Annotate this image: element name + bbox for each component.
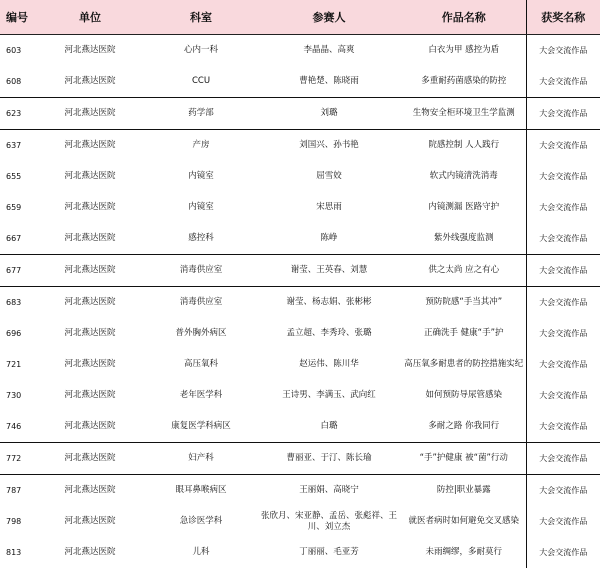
cell-unit: 河北燕达医院 xyxy=(64,390,116,400)
cell-award: 大会交流作品 xyxy=(526,475,600,507)
cell-id: 667 xyxy=(6,234,22,243)
cell-award: 大会交流作品 xyxy=(526,255,600,287)
cell-id: 721 xyxy=(6,360,22,369)
table-body xyxy=(0,35,600,569)
cell-id: 603 xyxy=(6,46,22,55)
table-row xyxy=(0,318,600,349)
header-unit: 单位 xyxy=(34,0,146,35)
header-work: 作品名称 xyxy=(402,0,526,35)
cell-people: 王诗男、李满玉、武向红 xyxy=(282,390,376,400)
cell-dept: 妇产科 xyxy=(146,443,256,475)
cell-unit: 河北燕达医院 xyxy=(64,233,116,243)
cell-award: 大会交流作品 xyxy=(526,411,600,443)
cell-work: 正确洗手 健康“手”护 xyxy=(423,328,504,338)
cell-unit: 河北燕达医院 xyxy=(64,516,116,526)
cell-work: 生物安全柜环境卫生学监测 xyxy=(402,98,526,130)
header-people: 参赛人 xyxy=(256,0,402,35)
cell-dept: 心内一科 xyxy=(183,45,218,55)
cell-unit: 河北燕达医院 xyxy=(64,202,116,212)
cell-dept: 老年医学科 xyxy=(179,390,223,400)
cell-dept: 儿科 xyxy=(192,547,210,557)
cell-work: 供之太尚 应之有心 xyxy=(402,255,526,287)
cell-work: 内镜测漏 医路守护 xyxy=(428,202,500,212)
cell-dept: 消毒供应室 xyxy=(146,287,256,319)
cell-people: 张欣月、宋亚静、孟岳、张彪祥、王川、刘立杰 xyxy=(260,510,397,532)
table-row xyxy=(0,475,600,507)
cell-dept: 高压氧科 xyxy=(183,359,218,369)
table-row xyxy=(0,192,600,223)
cell-award: 大会交流作品 xyxy=(526,192,600,223)
cell-award: 大会交流作品 xyxy=(526,130,600,162)
table-header xyxy=(0,0,600,35)
table-row xyxy=(0,537,600,568)
cell-unit: 河北燕达医院 xyxy=(64,76,116,86)
cell-work: 预防院感“手当其冲” xyxy=(402,287,526,319)
table-row xyxy=(0,443,600,475)
table-row xyxy=(0,223,600,255)
cell-id: 746 xyxy=(6,422,22,431)
table-row xyxy=(0,506,600,537)
cell-work: 高压氧多耐患者的防控措施实纪 xyxy=(404,359,524,369)
cell-dept: 眼耳鼻喉病区 xyxy=(146,475,256,507)
cell-work: 软式内镜清洗消毒 xyxy=(429,171,498,181)
cell-dept: 康复医学科病区 xyxy=(171,421,231,431)
cell-unit: 河北燕达医院 xyxy=(64,45,116,55)
cell-people: 曹艳楚、陈晓雨 xyxy=(299,76,359,86)
cell-id: 655 xyxy=(6,172,22,181)
cell-id: 772 xyxy=(0,443,34,475)
table-row xyxy=(0,255,600,287)
cell-award: 大会交流作品 xyxy=(526,443,600,475)
cell-id: 637 xyxy=(0,130,34,162)
cell-unit: 河北燕达医院 xyxy=(34,443,146,475)
cell-id: 608 xyxy=(6,77,22,86)
cell-id: 683 xyxy=(0,287,34,319)
cell-people: 屈雪姣 xyxy=(316,171,342,181)
cell-award: 大会交流作品 xyxy=(526,98,600,130)
cell-dept: 普外胸外病区 xyxy=(175,328,227,338)
cell-people: 王丽娟、高晓宁 xyxy=(256,475,402,507)
cell-award: 大会交流作品 xyxy=(526,223,600,255)
cell-award: 大会交流作品 xyxy=(526,349,600,380)
header-id: 编号 xyxy=(0,0,34,35)
cell-people: 白璐 xyxy=(320,421,338,431)
cell-id: 623 xyxy=(0,98,34,130)
cell-people: 谢莹、王英春、刘慧 xyxy=(256,255,402,287)
cell-unit: 河北燕达医院 xyxy=(64,171,116,181)
cell-unit: 河北燕达医院 xyxy=(64,328,116,338)
header-dept: 科室 xyxy=(146,0,256,35)
cell-unit: 河北燕达医院 xyxy=(34,130,146,162)
cell-id: 677 xyxy=(0,255,34,287)
cell-work: 如何预防导尿管感染 xyxy=(425,390,502,400)
table-row xyxy=(0,66,600,98)
cell-award: 大会交流作品 xyxy=(526,318,600,349)
cell-work: 紫外线强度监测 xyxy=(433,233,494,243)
cell-work: 多耐之路 你我同行 xyxy=(428,421,500,431)
cell-people: 宋思雨 xyxy=(316,202,342,212)
header-award: 获奖名称 xyxy=(526,0,600,35)
cell-work: 多重耐药菌感染的防控 xyxy=(421,76,507,86)
cell-award: 大会交流作品 xyxy=(526,161,600,192)
cell-id: 787 xyxy=(0,475,34,507)
cell-dept: 急诊医学科 xyxy=(179,516,223,526)
cell-people: 丁丽丽、毛亚芳 xyxy=(299,547,359,557)
cell-people: 刘璐 xyxy=(256,98,402,130)
table-row xyxy=(0,161,600,192)
cell-award: 大会交流作品 xyxy=(526,506,600,537)
table-row xyxy=(0,130,600,162)
cell-award: 大会交流作品 xyxy=(526,287,600,319)
cell-dept: CCU xyxy=(191,76,211,86)
table-row xyxy=(0,411,600,443)
header-row xyxy=(0,0,600,35)
table-row xyxy=(0,98,600,130)
cell-award: 大会交流作品 xyxy=(526,380,600,411)
cell-id: 730 xyxy=(6,391,22,400)
cell-work: “手”护健康 被“菌”行动 xyxy=(402,443,526,475)
cell-people: 孟立超、李秀玲、张璐 xyxy=(286,328,372,338)
cell-people: 曹丽亚、于汀、陈长瑜 xyxy=(256,443,402,475)
cell-id: 813 xyxy=(6,548,22,557)
cell-work: 未雨绸缪，多耐莫行 xyxy=(425,547,502,557)
cell-people: 陈峥 xyxy=(320,233,338,243)
cell-work: 白衣为甲 感控为盾 xyxy=(428,45,500,55)
cell-work: 院感控制 人人践行 xyxy=(402,130,526,162)
cell-people: 谢莹、杨志娟、张彬彬 xyxy=(256,287,402,319)
cell-unit: 河北燕达医院 xyxy=(34,287,146,319)
cell-dept: 产房 xyxy=(146,130,256,162)
cell-unit: 河北燕达医院 xyxy=(34,475,146,507)
cell-unit: 河北燕达医院 xyxy=(64,547,116,557)
cell-dept: 感控科 xyxy=(188,233,214,243)
cell-work: 就医者病时如何避免交叉感染 xyxy=(408,516,519,526)
cell-dept: 消毒供应室 xyxy=(146,255,256,287)
cell-id: 659 xyxy=(6,203,22,212)
cell-unit: 河北燕达医院 xyxy=(34,98,146,130)
cell-dept: 药学部 xyxy=(146,98,256,130)
cell-dept: 内镜室 xyxy=(188,171,214,181)
cell-people: 刘国兴、孙书艳 xyxy=(256,130,402,162)
cell-dept: 内镜室 xyxy=(188,202,214,212)
cell-id: 696 xyxy=(6,329,22,338)
cell-id: 798 xyxy=(6,517,22,526)
table-row xyxy=(0,349,600,380)
table-row xyxy=(0,380,600,411)
cell-unit: 河北燕达医院 xyxy=(64,359,116,369)
cell-work: 防控|职业暴露 xyxy=(402,475,526,507)
cell-award: 大会交流作品 xyxy=(526,35,600,67)
table-row xyxy=(0,287,600,319)
cell-people: 李晶晶、高爽 xyxy=(303,45,355,55)
table-row xyxy=(0,35,600,67)
cell-people: 赵运伟、陈川华 xyxy=(299,359,359,369)
cell-unit: 河北燕达医院 xyxy=(64,421,116,431)
cell-award: 大会交流作品 xyxy=(526,537,600,568)
cell-award: 大会交流作品 xyxy=(526,66,600,98)
cell-unit: 河北燕达医院 xyxy=(34,255,146,287)
